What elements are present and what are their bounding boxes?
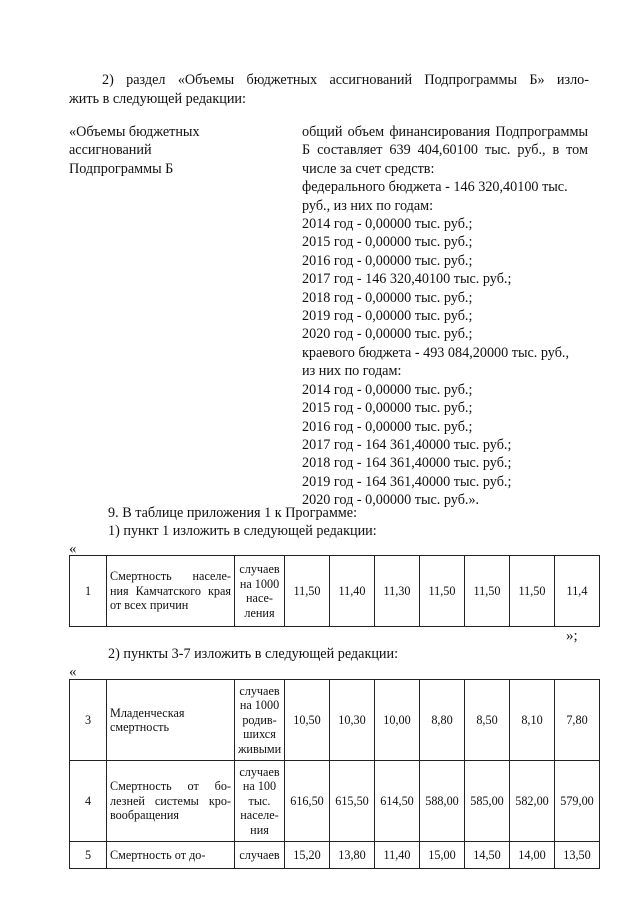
budget-line: 2016 год - 0,00000 тыс. руб.; xyxy=(302,418,473,435)
value-cell: 14,50 xyxy=(465,842,510,869)
value-cell: 579,00 xyxy=(555,761,600,842)
budget-label-line: «Объемы бюджетных xyxy=(69,124,200,140)
budget-line: 2018 год - 0,00000 тыс. руб.; xyxy=(302,289,473,306)
table-row xyxy=(70,842,600,869)
value-cell: 11,50 xyxy=(465,556,510,627)
budget-description xyxy=(302,123,588,510)
budget-line: 2015 год - 0,00000 тыс. руб.; xyxy=(302,400,473,417)
budget-line: федерального бюджета - 146 320,40100 тыс. xyxy=(302,179,568,196)
value-cell: 8,10 xyxy=(510,680,555,761)
budget-line: 2019 год - 164 361,40000 тыс. руб.; xyxy=(302,473,512,490)
paragraph-section-2-line-1: 2) раздел «Объемы бюджетных ассигнований Подпрограммы Б» изло- xyxy=(102,72,589,88)
value-cell: 15,00 xyxy=(420,842,465,869)
budget-label-line: Подпрограммы Б xyxy=(69,160,174,177)
unit-cell: случаев на 1000 родив-шихся живыми xyxy=(235,680,285,761)
value-cell: 11,4 xyxy=(555,556,600,627)
value-cell: 7,80 xyxy=(555,680,600,761)
value-cell: 14,00 xyxy=(510,842,555,869)
table-row xyxy=(70,680,600,761)
budget-line: 2020 год - 0,00000 тыс. руб.; xyxy=(302,326,473,343)
budget-line: 2014 год - 0,00000 тыс. руб.; xyxy=(302,216,473,233)
value-cell: 11,50 xyxy=(420,556,465,627)
table-item-1 xyxy=(69,555,600,627)
budget-line: руб., из них по годам: xyxy=(302,197,434,214)
opening-quote-mark: « xyxy=(69,541,77,557)
value-cell: 11,50 xyxy=(285,556,330,627)
table-row xyxy=(70,556,600,627)
budget-line: краевого бюджета - 493 084,20000 тыс. руб., xyxy=(302,344,570,361)
paragraph-9: 9. В таблице приложения 1 к Программе: xyxy=(108,505,358,521)
value-cell: 585,00 xyxy=(465,761,510,842)
value-cell: 588,00 xyxy=(420,761,465,842)
value-cell: 11,40 xyxy=(330,556,375,627)
indicator-name-cell: Младенческая смертность xyxy=(107,680,235,761)
value-cell: 11,30 xyxy=(375,556,420,627)
budget-label-line: ассигнований xyxy=(69,142,152,159)
paragraph-section-2-line-2: жить в следующей редакции: xyxy=(69,91,246,107)
value-cell: 616,50 xyxy=(285,761,330,842)
unit-cell: случаев на 100 тыс. населе-ния xyxy=(235,761,285,842)
budget-line: 2015 год - 0,00000 тыс. руб.; xyxy=(302,234,473,251)
indicator-name-cell: Смертность от бо-лезней системы кро-вообращения xyxy=(107,761,235,842)
unit-cell: случаев на 1000 насе-ления xyxy=(235,556,285,627)
row-number-cell: 5 xyxy=(70,842,107,869)
budget-line: 2018 год - 164 361,40000 тыс. руб.; xyxy=(302,455,512,472)
table-items-3-7 xyxy=(69,679,600,869)
budget-line: 2017 год - 164 361,40000 тыс. руб.; xyxy=(302,436,512,453)
budget-line: 2017 год - 146 320,40100 тыс. руб.; xyxy=(302,271,512,288)
row-number-cell: 1 xyxy=(70,556,107,627)
value-cell: 8,80 xyxy=(420,680,465,761)
value-cell: 13,80 xyxy=(330,842,375,869)
budget-line: из них по годам: xyxy=(302,363,402,380)
value-cell: 11,50 xyxy=(510,556,555,627)
value-cell: 615,50 xyxy=(330,761,375,842)
row-number-cell: 3 xyxy=(70,680,107,761)
closing-quote-mark: »; xyxy=(566,628,578,644)
budget-line: 2016 год - 0,00000 тыс. руб.; xyxy=(302,252,473,269)
paragraph-9-item-2: 2) пункты 3-7 изложить в следующей редакции: xyxy=(108,646,399,662)
paragraph-9-item-1: 1) пункт 1 изложить в следующей редакции: xyxy=(108,523,377,539)
budget-line: 2019 год - 0,00000 тыс. руб.; xyxy=(302,308,473,325)
indicator-name-cell: Смертность от до- xyxy=(107,842,235,869)
opening-quote-mark: « xyxy=(69,664,77,680)
indicator-name-cell: Смертность населе-ния Камчатского края от всех причин xyxy=(107,556,235,627)
value-cell: 11,40 xyxy=(375,842,420,869)
value-cell: 614,50 xyxy=(375,761,420,842)
budget-line: 2014 год - 0,00000 тыс. руб.; xyxy=(302,381,473,398)
value-cell: 15,20 xyxy=(285,842,330,869)
value-cell: 13,50 xyxy=(555,842,600,869)
value-cell: 10,30 xyxy=(330,680,375,761)
value-cell: 10,00 xyxy=(375,680,420,761)
table-row xyxy=(70,761,600,842)
budget-lines xyxy=(302,178,588,509)
value-cell: 10,50 xyxy=(285,680,330,761)
budget-line: 2020 год - 0,00000 тыс. руб.». xyxy=(302,492,480,509)
budget-label xyxy=(69,123,269,178)
budget-intro: общий объем финансирования Подпрограммы Б составляет 639 404,60100 тыс. руб., в том числе за счет средств: xyxy=(302,124,588,177)
row-number-cell: 4 xyxy=(70,761,107,842)
value-cell: 8,50 xyxy=(465,680,510,761)
unit-cell: случаев xyxy=(235,842,285,869)
value-cell: 582,00 xyxy=(510,761,555,842)
